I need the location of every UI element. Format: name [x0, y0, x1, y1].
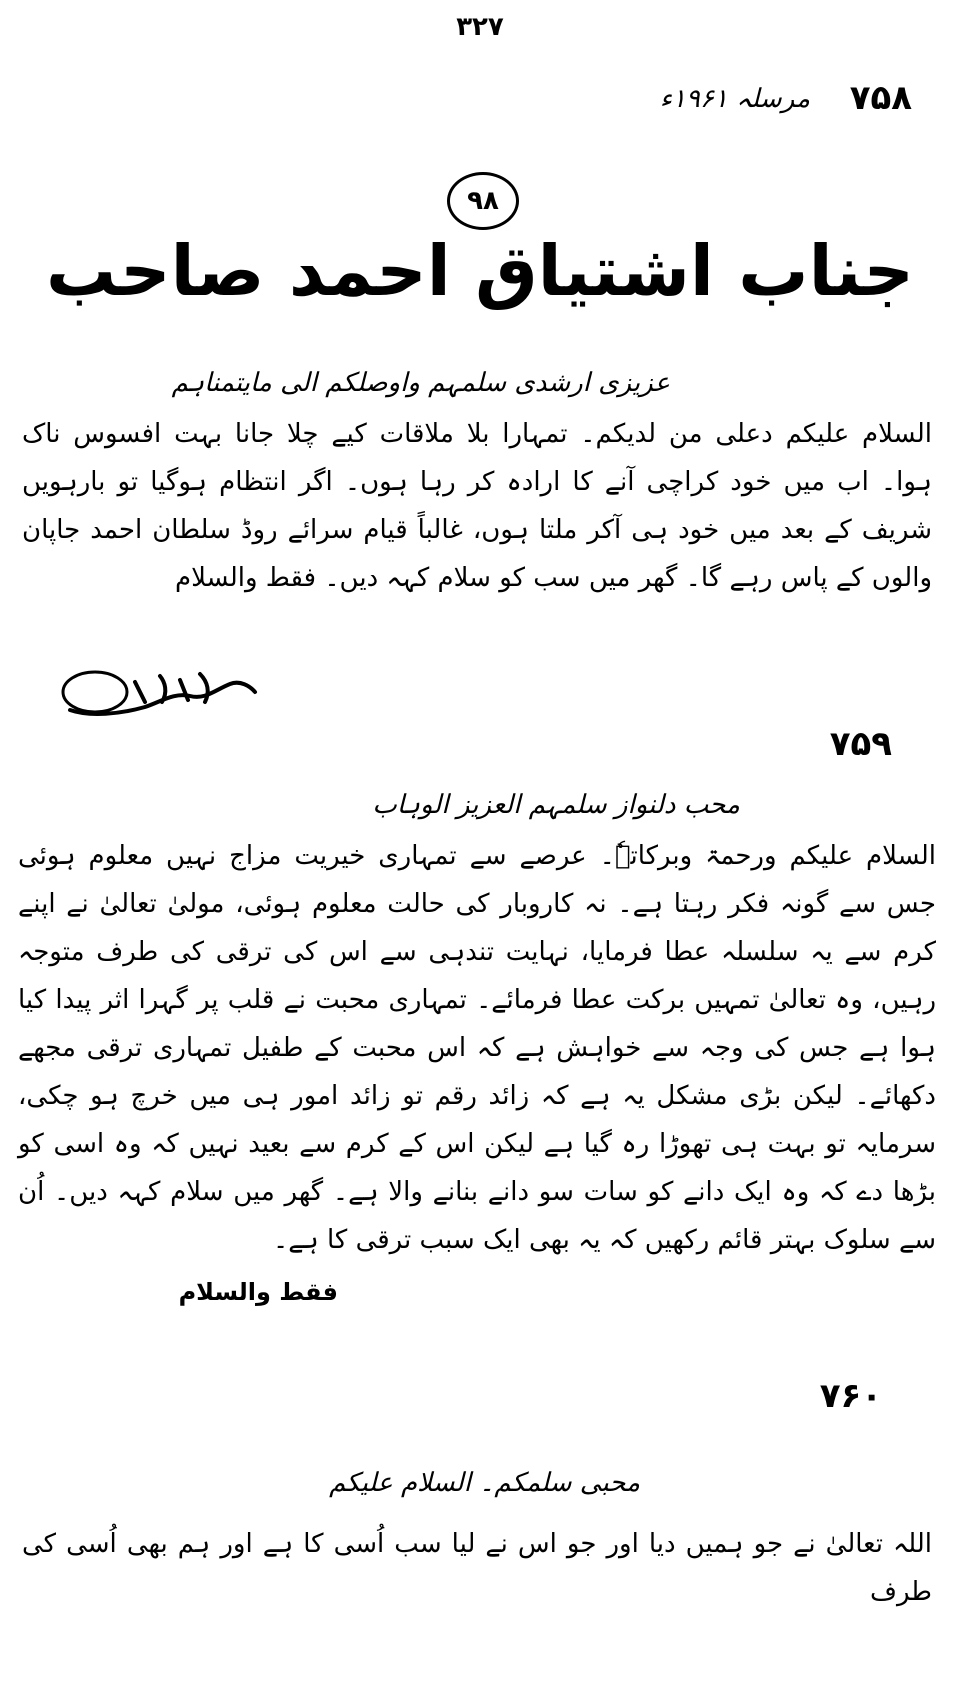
body-760: اللہ تعالیٰ نے جو ہمیں دیا اور جو اس نے لیا سب اُسی کا ہے اور ہم بھی اُسی کی طرف [22, 1529, 932, 1607]
closing-759: فقط والسلام [178, 1278, 338, 1306]
page-number: ۳۲۷ [456, 12, 504, 42]
letter-number-760: ۷۶۰ [819, 1376, 882, 1416]
serial-number: ۹۸ [467, 186, 499, 216]
serial-number-circle [447, 172, 519, 230]
body-758: السلام علیکم دعلی من لدیکم۔ تمہارا بلا ملاقات کیے چلا جانا بہت افسوس ناک ہوا۔ اب میں خود کراچی آنے کا ارادہ کر رہا ہوں۔ اگر انتظام ہوگیا تو بارہویں شریف کے بعد میں خود ہی آکر ملتا ہوں، غالباً قیام سرائے روڈ سلطان احمد جاپان والوں کے پاس رہے گا۔ گھر میں سب کو سلام کہہ دیں۔ فقط والسلام [22, 419, 932, 593]
body-759: السلام علیکم ورحمۃ وبرکاتہٗ۔ عرصے سے تمہاری خیریت مزاج نہیں معلوم ہوئی جس سے گونہ فکر رہتا ہے۔ نہ کاروبار کی حالت معلوم ہوئی، مولیٰ تعالیٰ نے اپنے کرم سے یہ سلسلہ عطا فرمایا، نہایت تندہی سے اس کی ترقی کی طرف متوجہ رہیں، وہ تعالیٰ تمہیں برکت عطا فرمائے۔ تمہاری محبت نے قلب پر گہرا اثر پیدا کیا ہوا ہے جس کی وجہ سے خواہش ہے کہ اس محبت کے طفیل تمہاری ترقی مجھے دکھائے۔ لیکن بڑی مشکل یہ ہے کہ زائد رقم تو زائد امور ہی میں خرچ ہو چکی، سرمایہ تو بہت ہی تھوڑا رہ گیا ہے لیکن اس کے کرم سے بعید نہیں کہ وہ اسی کو بڑھا دے کہ وہ ایک دانے کو سات سو دانے بنانے والا ہے۔ گھر میں سلام کہہ دیں۔ اُن سے سلوک بہتر قائم رکھیں کہ یہ بھی ایک سبب ترقی کا ہے۔ [18, 841, 936, 1255]
salutation-760: محبی سلمکم۔ السلام علیکم [329, 1468, 640, 1498]
salutation-758: عزیزی ارشدی سلمہم واوصلکم الی مایتمناہم [171, 368, 670, 398]
letter-number-758: ۷۵۸ [849, 78, 912, 118]
signature-stamp [50, 662, 260, 722]
letter-date: مرسلہ ۱۹۶۱ء [659, 84, 810, 114]
letter-number-759: ۷۵۹ [829, 724, 892, 764]
letter-title: جناب اشتیاق احمد صاحب [46, 230, 914, 312]
salutation-759: محب دلنواز سلمہم العزیز الوہاب [372, 790, 740, 820]
